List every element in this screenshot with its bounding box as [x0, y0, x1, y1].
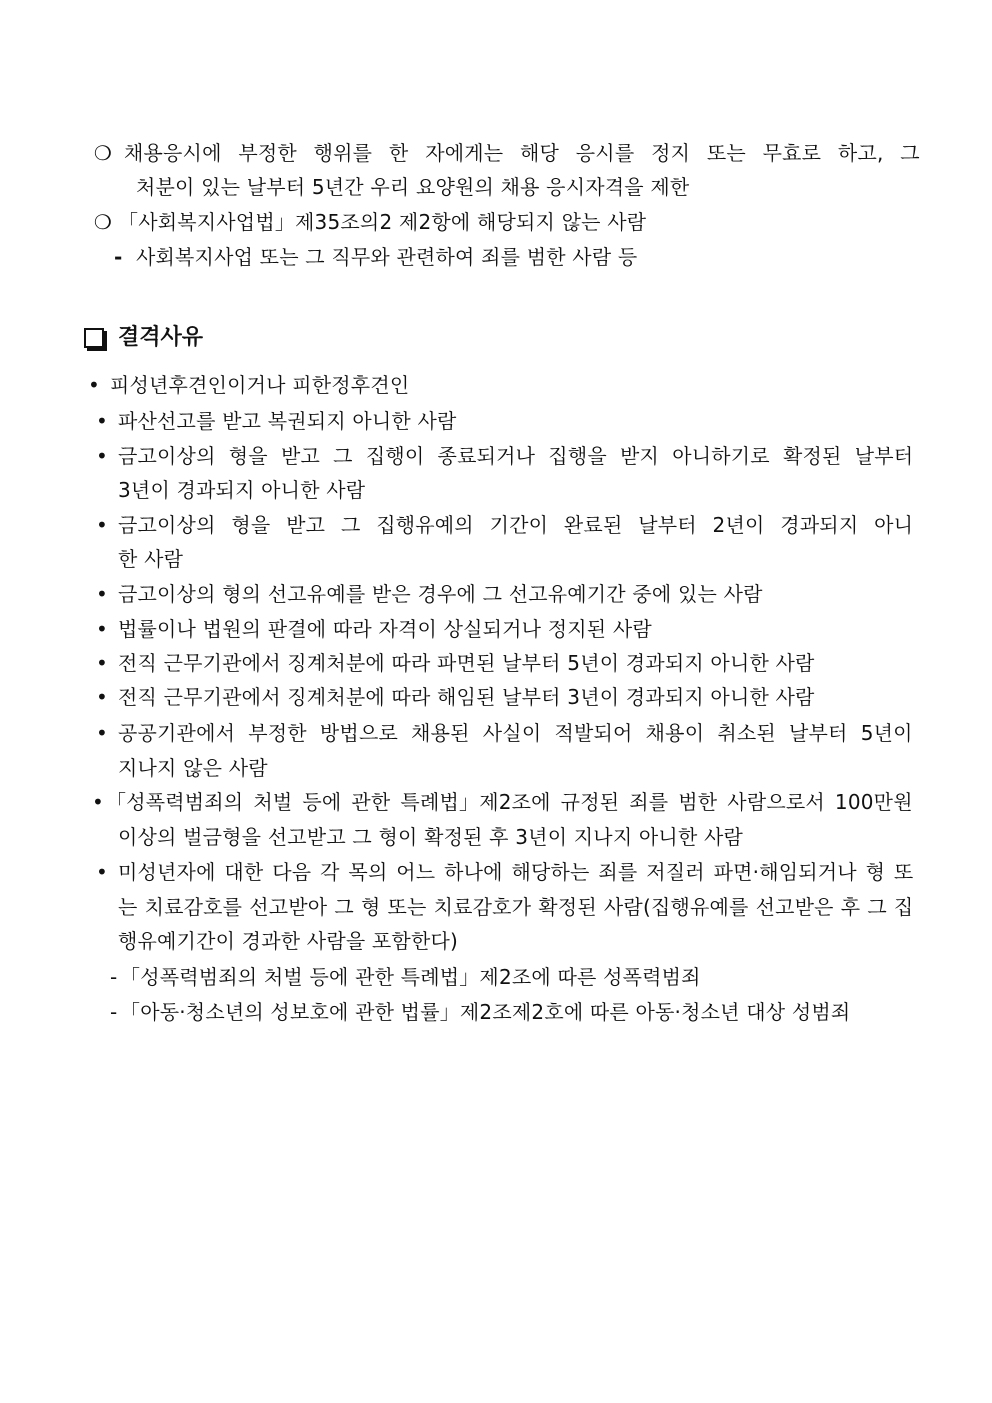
- sub-list-item: 「아동·청소년의 성보호에 관한 법률」제2조제2호에 따른 아동·청소년 대상 성범죄: [120, 1000, 851, 1024]
- list-item-line: 한 사람: [118, 547, 184, 571]
- item-2-line-1: 「사회복지사업법」제35조의2 제2항에 해당되지 않는 사람: [118, 210, 647, 234]
- square-box-icon: [84, 328, 104, 348]
- item-2-sub: 사회복지사업 또는 그 직무와 관련하여 죄를 범한 사람 등: [136, 245, 638, 269]
- list-item: [118, 855, 913, 889]
- list-item: 전직 근무기관에서 징계처분에 따라 해임된 날부터 3년이 경과되지 아니한 사람: [118, 685, 815, 709]
- dash-marker: -: [110, 1000, 118, 1024]
- section-heading-text: 결격사유: [118, 325, 204, 350]
- list-item-line: 3년이 경과되지 아니한 사람: [118, 478, 366, 502]
- bullet-icon: •: [96, 685, 108, 709]
- list-item: 전직 근무기관에서 징계처분에 따라 파면된 날부터 5년이 경과되지 아니한 사람: [118, 651, 815, 675]
- circle-bullet-icon: ❍: [93, 210, 113, 234]
- dash-marker: -: [114, 245, 123, 269]
- item-1-line-1: [124, 136, 920, 170]
- list-item-line: 지나지 않은 사람: [118, 756, 268, 780]
- bullet-icon: •: [96, 721, 108, 745]
- list-item: 법률이나 법원의 판결에 따라 자격이 상실되거나 정지된 사람: [118, 617, 652, 641]
- list-item-line: 이상의 벌금형을 선고받고 그 형이 확정된 후 3년이 지나지 아니한 사람: [118, 825, 744, 849]
- bullet-icon: •: [96, 409, 108, 433]
- dash-marker: -: [110, 965, 118, 989]
- list-item: 금고이상의 형의 선고유예를 받은 경우에 그 선고유예기간 중에 있는 사람: [118, 582, 763, 606]
- list-item-line-text: 는 치료감호를 선고받아 그 형 또는 치료감호가 확정된 사람(집행유예를 선고받은 후 그 집: [118, 895, 914, 919]
- list-item-line: 금고이상의 형을 받고 그 집행이 종료되거나 집행을 받지 아니하기로 확정된 날부터: [118, 444, 914, 468]
- bullet-icon: •: [96, 860, 108, 884]
- list-item: [118, 716, 913, 750]
- list-item: [118, 439, 913, 473]
- list-item: 피성년후견인이거나 피한정후견인: [110, 373, 410, 397]
- list-item-line: 미성년자에 대한 다음 각 목의 어느 하나에 해당하는 죄를 저질러 파면·해임되거나 형 또: [118, 860, 914, 884]
- item-1-line-2: 처분이 있는 날부터 5년간 우리 요양원의 채용 응시자격을 제한: [136, 175, 690, 199]
- circle-bullet-icon: ❍: [93, 141, 113, 165]
- item-1-line-1-text: 채용응시에 부정한 행위를 한 자에게는 해당 응시를 정지 또는 무효로 하고, 그: [124, 141, 920, 165]
- list-item-line: 금고이상의 형을 받고 그 집행유예의 기간이 완료된 날부터 2년이 경과되지 아니: [118, 513, 914, 537]
- list-item: 파산선고를 받고 복권되지 아니한 사람: [118, 409, 457, 433]
- bullet-icon: •: [96, 617, 108, 641]
- bullet-icon: •: [96, 513, 108, 537]
- list-item-line: 「성폭력범죄의 처벌 등에 관한 특례법」제2조에 규정된 죄를 범한 사람으로서 100만원: [106, 790, 913, 814]
- list-item-line: 행유예기간이 경과한 사람을 포함한다): [118, 929, 458, 953]
- list-item-line: 공공기관에서 부정한 방법으로 채용된 사실이 적발되어 채용이 취소된 날부터 5년이: [118, 721, 913, 745]
- bullet-icon: •: [88, 373, 100, 397]
- list-item-line: [118, 890, 913, 924]
- bullet-icon: •: [92, 790, 104, 814]
- sub-list-item: 「성폭력범죄의 처벌 등에 관한 특례법」제2조에 따른 성폭력범죄: [120, 965, 701, 989]
- bullet-icon: •: [96, 444, 108, 468]
- bullet-icon: •: [96, 582, 108, 606]
- list-item: [118, 508, 913, 542]
- list-item: [106, 785, 913, 819]
- bullet-icon: •: [96, 651, 108, 675]
- section-heading: [84, 320, 203, 356]
